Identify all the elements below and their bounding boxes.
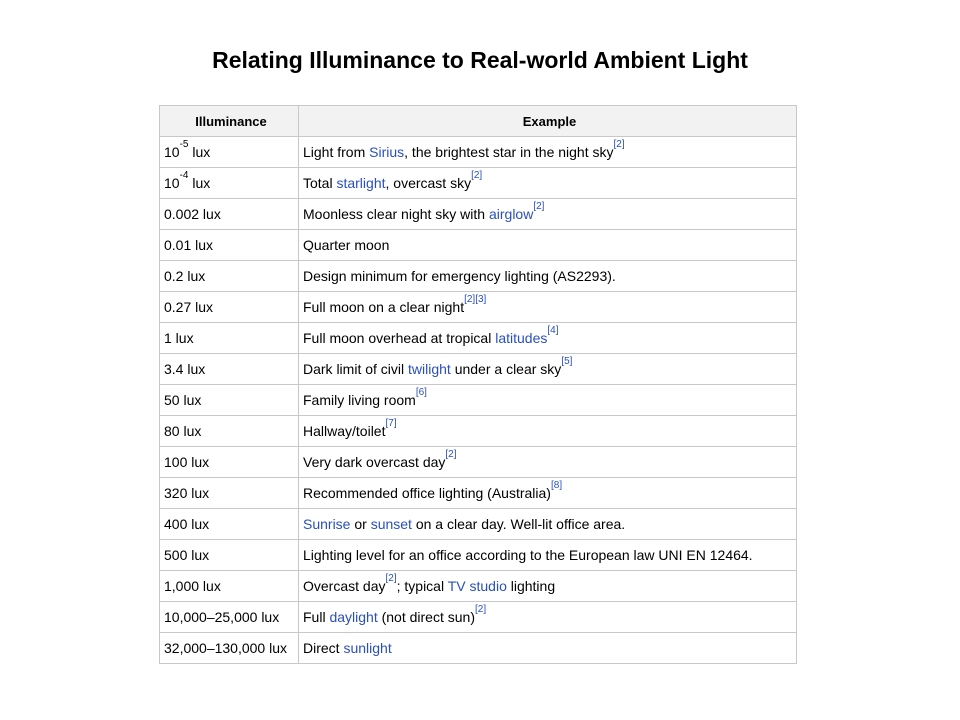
wiki-link[interactable]: airglow <box>488 206 534 222</box>
illuminance-cell: 0.01 lux <box>160 230 299 261</box>
illuminance-cell: 320 lux <box>160 478 299 509</box>
table-row <box>160 385 797 416</box>
citation-link[interactable]: [2] <box>464 294 476 305</box>
example-cell: Design minimum for emergency lighting (AS2293). <box>299 261 797 292</box>
table-row <box>160 633 797 664</box>
example-cell: Recommended office lighting (Australia)[8] <box>299 478 797 509</box>
citation-link[interactable]: [2] <box>533 201 545 212</box>
example-cell: Full daylight (not direct sun)[2] <box>299 602 797 633</box>
illuminance-cell: 0.27 lux <box>160 292 299 323</box>
citation <box>471 170 482 181</box>
citation <box>551 480 562 491</box>
citation-link[interactable]: [2] <box>613 139 625 150</box>
wiki-link[interactable]: starlight <box>336 175 386 191</box>
example-cell: Lighting level for an office according to the European law UNI EN 12464. <box>299 540 797 571</box>
wiki-link[interactable]: latitudes <box>495 330 548 346</box>
citation-link[interactable]: [2] <box>474 604 487 615</box>
wiki-link[interactable]: daylight <box>329 609 378 625</box>
wiki-link[interactable]: TV studio <box>447 578 507 594</box>
table-row <box>160 509 797 540</box>
table-row <box>160 292 797 323</box>
table-row <box>160 230 797 261</box>
example-cell: Full moon on a clear night[2][3] <box>299 292 797 323</box>
table-row <box>160 168 797 199</box>
wiki-link[interactable]: sunlight <box>343 640 392 656</box>
illuminance-cell: $10^{-4}$ lux <box>160 168 299 199</box>
header-example: Example <box>299 106 797 137</box>
table-row <box>160 540 797 571</box>
citation-link[interactable]: [2] <box>471 170 483 181</box>
example-cell: Quarter moon <box>299 230 797 261</box>
example-cell: Very dark overcast day[2] <box>299 447 797 478</box>
table-row <box>160 447 797 478</box>
example-cell: Overcast day[2]; typical TV studio lighting <box>299 571 797 602</box>
illuminance-cell: 400 lux <box>160 509 299 540</box>
citation <box>385 418 396 429</box>
example-cell: Light from Sirius, the brightest star in the night sky[2] <box>299 137 797 168</box>
wiki-link[interactable]: Sirius <box>369 144 405 160</box>
citation <box>533 201 544 212</box>
citation <box>464 294 475 305</box>
citation-link[interactable]: [3] <box>475 294 487 305</box>
illuminance-cell: 3.4 lux <box>160 354 299 385</box>
citation <box>475 604 486 615</box>
illuminance-cell: 0.2 lux <box>160 261 299 292</box>
table-header-row <box>160 106 797 137</box>
citation <box>547 325 558 336</box>
table-row <box>160 354 797 385</box>
wiki-link[interactable]: Sunrise <box>303 516 351 532</box>
wiki-link[interactable]: sunset <box>370 516 412 532</box>
example-cell: Dark limit of civil twilight under a clear sky[5] <box>299 354 797 385</box>
example-cell: Sunrise or sunset on a clear day. Well-lit office area. <box>299 509 797 540</box>
illuminance-cell: $10^{-5}$ lux <box>160 137 299 168</box>
page-title: Relating Illuminance to Real-world Ambient Light <box>212 47 748 73</box>
header-illuminance: Illuminance <box>160 106 299 137</box>
table-row <box>160 602 797 633</box>
illuminance-cell: 1,000 lux <box>160 571 299 602</box>
illuminance-cell: 1 lux <box>160 323 299 354</box>
example-cell: Full moon overhead at tropical latitudes[4] <box>299 323 797 354</box>
illuminance-cell: 32,000–130,000 lux <box>160 633 299 664</box>
example-cell: Family living room[6] <box>299 385 797 416</box>
citation <box>475 294 486 305</box>
illuminance-table <box>159 105 797 664</box>
exponent: -5 <box>179 139 189 150</box>
citation-link[interactable]: [6] <box>415 387 427 398</box>
illuminance-cell: 80 lux <box>160 416 299 447</box>
citation <box>385 573 396 584</box>
example-cell: Moonless clear night sky with airglow[2] <box>299 199 797 230</box>
citation-link[interactable]: [7] <box>385 418 397 429</box>
citation-link[interactable]: [4] <box>547 325 559 336</box>
illuminance-cell: 50 lux <box>160 385 299 416</box>
wiki-link[interactable]: twilight <box>408 361 451 377</box>
table-row <box>160 478 797 509</box>
example-cell: Hallway/toilet[7] <box>299 416 797 447</box>
table-row <box>160 261 797 292</box>
citation <box>416 387 427 398</box>
table-row <box>160 137 797 168</box>
illuminance-cell: 0.002 lux <box>160 199 299 230</box>
table-row <box>160 571 797 602</box>
citation-link[interactable]: [8] <box>550 480 563 491</box>
exponent: -4 <box>179 170 189 181</box>
citation <box>561 356 572 367</box>
citation <box>614 139 625 150</box>
citation <box>445 449 456 460</box>
illuminance-cell: 100 lux <box>160 447 299 478</box>
citation-link[interactable]: [2] <box>385 573 397 584</box>
example-cell: Total starlight, overcast sky[2] <box>299 168 797 199</box>
illuminance-cell: 10,000–25,000 lux <box>160 602 299 633</box>
table-row <box>160 416 797 447</box>
table-row <box>160 199 797 230</box>
citation-link[interactable]: [5] <box>561 356 573 367</box>
citation-link[interactable]: [2] <box>445 449 457 460</box>
example-cell: Direct sunlight <box>299 633 797 664</box>
table-row <box>160 323 797 354</box>
illuminance-cell: 500 lux <box>160 540 299 571</box>
